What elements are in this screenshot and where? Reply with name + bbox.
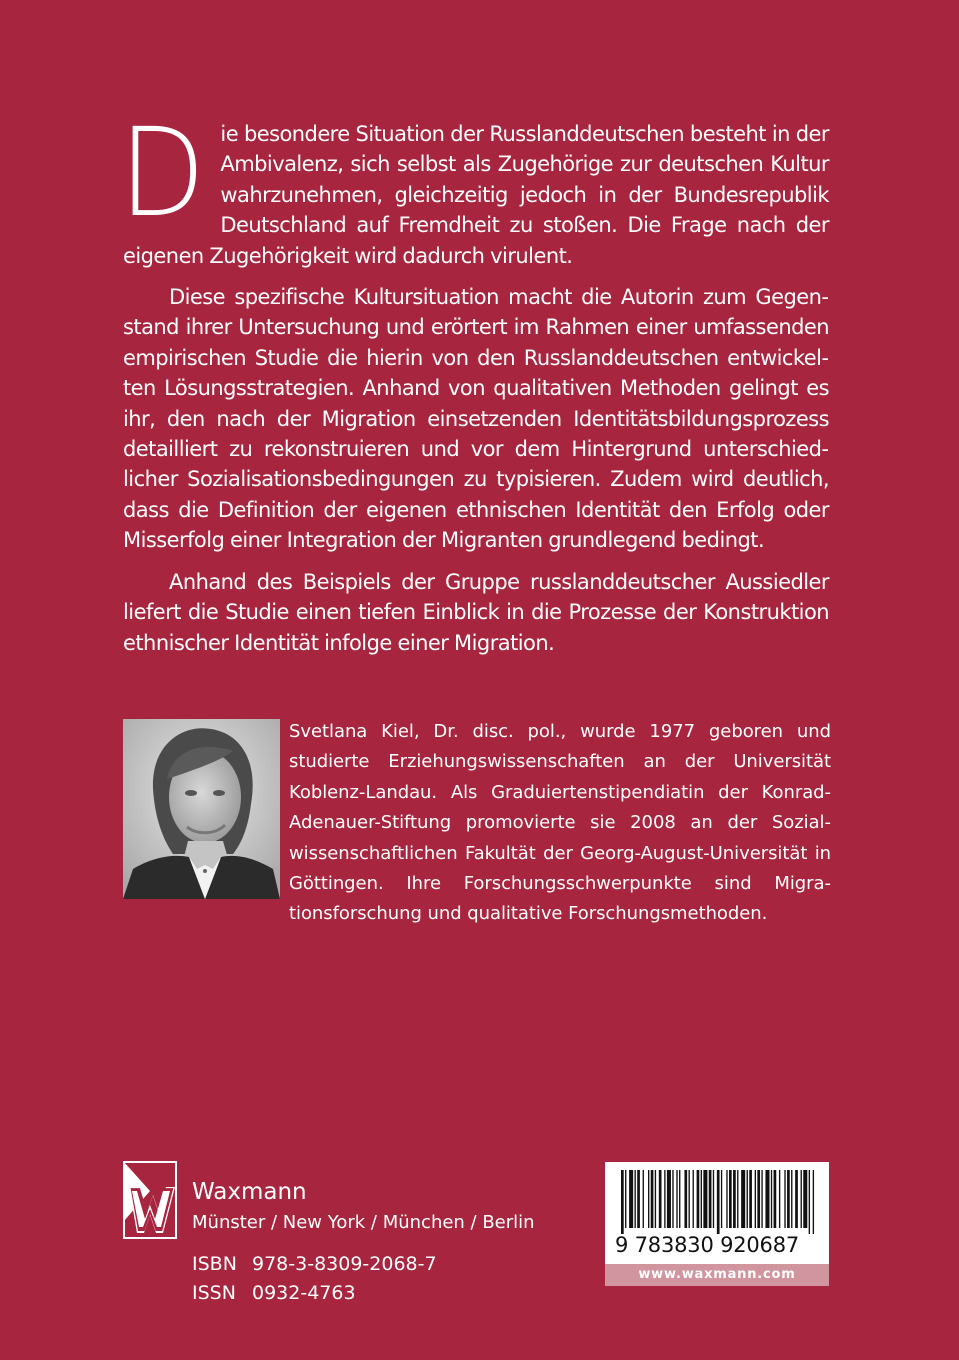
barcode-bar: [664, 1170, 665, 1228]
isbn-number: 978-3-8309-2068-7: [252, 1253, 437, 1275]
blurb-paragraph-2: Diese spezifische Kultursituation macht die Autorin zum Gegenstand ihrer Untersuchung und erörtert im Rahmen einer umfassenden empirischen Studie die hierin von den Russlanddeutschen entwickelten Lösungsstrategien. Anhand von qualitativen Methoden gelingt es ihr, den nach der Migration einsetzenden Identitätsbildungsprozess detailliert zu rekonstruieren und vor dem Hintergrund unterschiedlicher Sozialisationsbedingungen zu typisieren. Zudem wird deutlich, dass die Definition der eigenen ethnischen Identität den Erfolg oder Misserfolg einer Integration der Migranten grundlegend bedingt.: [123, 285, 829, 553]
blurb-paragraph-3: Anhand des Beispiels der Gruppe russlanddeutscher Aussiedler liefert die Studie einen tiefen Einblick in die Prozesse der Konstruktion ethnischer Identität infolge einer Migration.: [123, 569, 829, 655]
barcode-bar: [701, 1170, 702, 1228]
blurb-paragraph-1-text: ie besondere Situation der Russlanddeutschen besteht in der Ambivalenz, sich selbst als Zugehörige zur deutschen Kultur wahrzunehmen, gleichzeitig jedoch in der Bundesrepublik Deutschland auf Fremdheit zu stoßen. Die Frage nach der eigenen Zugehörigkeit wird dadurch virulent.: [123, 122, 829, 268]
isbn-label: ISBN: [192, 1253, 237, 1275]
publisher-url: www.waxmann.com: [605, 1264, 829, 1286]
drop-cap: D: [119, 102, 205, 244]
barcode-bar: [637, 1170, 640, 1228]
barcode-bar: [741, 1170, 745, 1228]
barcode-bar: [713, 1170, 714, 1228]
barcode-bar: [717, 1170, 720, 1234]
barcode-bar: [747, 1170, 748, 1228]
blurb-text: [119, 102, 829, 658]
issn-number: 0932-4763: [252, 1282, 356, 1304]
issn-label: ISSN: [192, 1282, 236, 1304]
barcode-bar: [733, 1170, 736, 1228]
barcode-bars: [617, 1170, 817, 1234]
barcode-bar: [693, 1170, 694, 1228]
barcode-bar: [721, 1170, 722, 1228]
barcode-bar: [787, 1170, 790, 1228]
barcode-bar: [795, 1170, 798, 1228]
issn-line: [192, 1279, 437, 1308]
barcode-bar: [809, 1170, 810, 1234]
barcode-bar: [765, 1170, 769, 1228]
barcode-bar: [672, 1170, 673, 1228]
author-photo: [123, 719, 280, 899]
barcode: [605, 1162, 829, 1264]
barcode-bar: [709, 1170, 712, 1228]
barcode-bar: [737, 1170, 738, 1228]
barcode-bar: [621, 1170, 624, 1234]
barcode-bar: [689, 1170, 690, 1228]
barcode-bar: [659, 1170, 662, 1228]
barcode-bar: [625, 1170, 626, 1228]
barcode-bar: [679, 1170, 680, 1228]
barcode-bar: [755, 1170, 756, 1228]
barcode-bar: [697, 1170, 700, 1228]
barcode-bar: [749, 1170, 752, 1228]
publisher-name: Waxmann: [192, 1179, 307, 1205]
blurb-paragraph-1: [119, 102, 829, 271]
barcode-bar: [784, 1170, 785, 1228]
isbn-line: [192, 1250, 437, 1279]
barcode-bar: [651, 1170, 654, 1228]
barcode-bar: [635, 1170, 636, 1228]
barcode-bar: [729, 1170, 732, 1228]
barcode-bar: [703, 1170, 707, 1228]
barcode-bar: [771, 1170, 772, 1228]
publisher-cities: Münster / New York / München / Berlin: [192, 1212, 535, 1233]
barcode-bar: [761, 1170, 762, 1228]
barcode-bar: [813, 1170, 814, 1234]
barcode-bar: [774, 1170, 777, 1228]
barcode-bar: [655, 1170, 656, 1228]
waxmann-logo: [123, 1161, 177, 1239]
barcode-bar: [676, 1170, 677, 1228]
barcode-bar: [757, 1170, 760, 1228]
barcode-bar: [791, 1170, 792, 1228]
barcode-bar: [803, 1170, 807, 1228]
author-bio: Svetlana Kiel, Dr. disc. pol., wurde 1977 geboren und studierte Erziehungswissenschaften an der Universität Koblenz-Landau. Als Graduiertenstipendiatin der Konrad-Adenauer-Stiftung promovierte sie 2008 an der Sozialwissenschaftlichen Fakultät der Georg-August-Universität in Göttingen. Ihre Forschungsschwerpunkte sind Migrationsforschung und qualitative Forschungsmethoden.: [289, 721, 831, 925]
barcode-digits: 9 783830 920687: [615, 1233, 800, 1257]
barcode-bar: [648, 1170, 649, 1228]
barcode-bar: [779, 1170, 780, 1228]
barcode-bar: [801, 1170, 802, 1228]
identifiers: [192, 1250, 437, 1308]
barcode-bar: [726, 1170, 727, 1228]
barcode-bar: [629, 1170, 633, 1228]
barcode-bar: [684, 1170, 687, 1228]
barcode-bar: [667, 1170, 671, 1228]
barcode-bar: [643, 1170, 644, 1228]
